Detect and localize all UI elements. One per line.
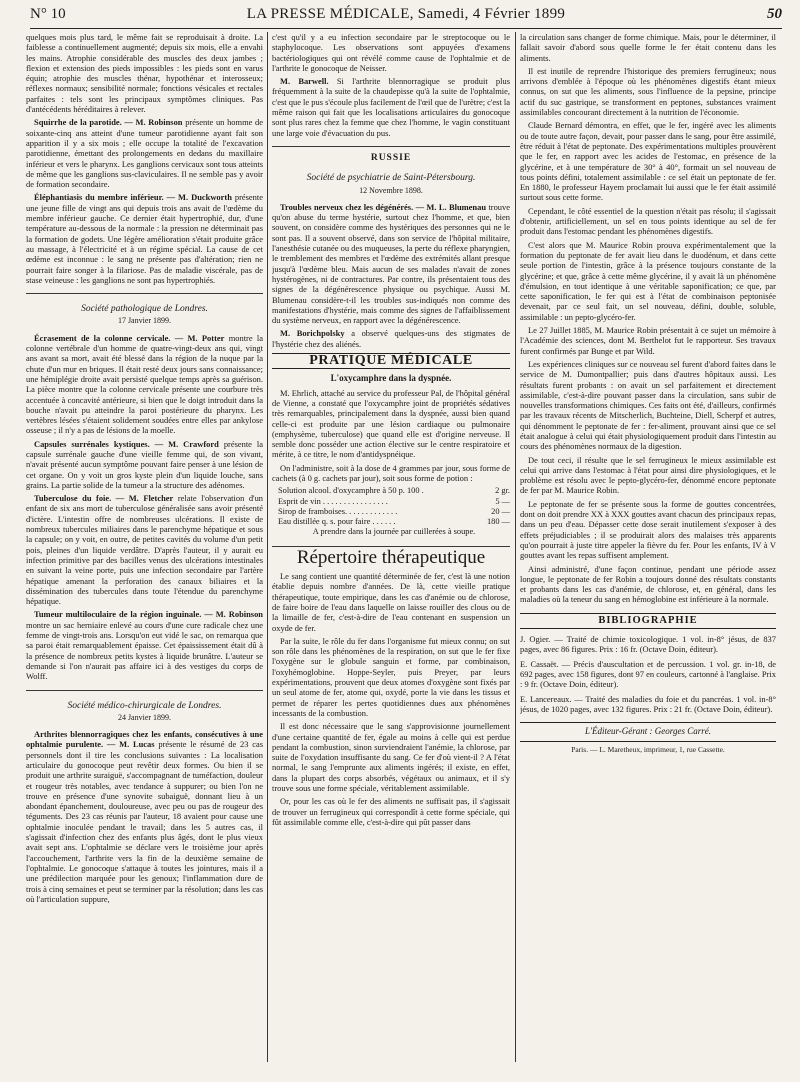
paragraph: M. Ehrlich, attaché au service du professeur Pal, de l'hôpital général de Vienne, a constaté que l'oxycamphre joint de propriétés sédatives très remarquables, principalement dans la dyspnée, aussi bien quand celle-ci est produite par une lésion cardiaque ou pulmonaire (emphysème, tuberculose) que quand elle est d'origine nerveuse. Il semble donc posséder une action élective sur le centre respiratoire et mérite, à ce titre, le nom d'antidyspnéique. bbox=[272, 387, 510, 460]
article-body: montre un sac herniaire enlevé au cours d'une cure radicale chez une femme de vingt-trois ans. Lorsqu'on eut vidé le sac, on remarqua que sa paroi était remarquablement épaisse. Cet épaississement était dû à la présence de nombreux petits kystes à liquide brunâtre. L'auteur se demande si l'on n'aurait pas affaire ici à des vestiges du corps de Wolff. bbox=[26, 619, 263, 682]
article-title: M. Barwell. bbox=[280, 76, 329, 87]
page-number: 50 bbox=[767, 6, 782, 22]
issue-number: N° 10 bbox=[30, 6, 66, 22]
article-title: Écrasement de la colonne cervicale. — M. Potter bbox=[34, 332, 225, 343]
paragraph: Par la suite, le rôle du fer dans l'organisme fut mieux connu; on sut son rôle dans les phénomènes de la respiration, on sut que le fer fixe l'oxygène sur le globule sanguin et forme, par combinaison, l'oxyhémoglobine. Hoppe-Seyler, puis Preyer, par leurs expérimentations, prouvent que deux atomes d'oxygène sont fixés par un seul atome de fer, atome qui, oxydé, porte la vie dans les tissus et permet de réparer les pertes quotidiennes dues aux phénomènes incessants de la combustion. bbox=[272, 635, 510, 718]
article-title: M. Borichpolsky bbox=[280, 328, 345, 339]
article-title: Éléphantiasis du membre inférieur. — M. Duckworth bbox=[34, 192, 232, 203]
article bbox=[272, 202, 510, 326]
prescription-line: Sirop de framboises. . . . . . . . . . . . . 20 — bbox=[278, 506, 510, 516]
paragraph: Claude Bernard démontra, en effet, que le fer, ingéré avec les aliments ou de toute autre façon, devait, pour passer dans le sang, pour être assimilé, être réduit à l'état de peptonate. Des expérimentations multiples prouvèrent que le fer, en rapport avec les acides de l'estomac, en présence de la glycérine, et à une température de 30° à 40°, formait un sel nouveau de tous points défini, totalement assimilable : ce sel était un peptonate de fer. En 1880, le professeur Hayem proclamait lui aussi que le fer était assimilé surtout sous cette forme. bbox=[520, 120, 776, 203]
country-heading: RUSSIE bbox=[370, 152, 412, 163]
divider bbox=[26, 293, 263, 294]
article-title: Tumeur multiloculaire de la région inguinale. — M. Robinson bbox=[34, 609, 263, 620]
paragraph: la circulation sans changer de forme chimique. Mais, pour le déterminer, il fallait savoir d'abord sous quelle forme le fer était contenu dans les aliments. bbox=[520, 32, 776, 63]
column-2 bbox=[272, 32, 510, 1077]
printer-line: Paris. — L. Maretheux, imprimeur, 1, rue Cassette. bbox=[520, 741, 776, 755]
society-date: 24 Janvier 1899. bbox=[117, 712, 172, 722]
society-heading: Société de psychiatrie de Saint-Pétersbourg. bbox=[306, 173, 476, 184]
header-rule bbox=[30, 28, 782, 29]
society-date: 17 Janvier 1899. bbox=[117, 316, 172, 326]
paragraph: Les expériences cliniques sur ce nouveau sel furent d'abord faites dans le service de M. Dumontpallier; puis dans d'autres hôpitaux aussi. Les résultats furent probants : on avait un sel parfaitement et directement assimilable, c'est-à-dire pouvant passer dans la circulation, sans subir de nouvelles transformations chimiques. Ces faits ont été, d'ailleurs, confirmés par les travaux récents de Mitscherlich, Buchteine, Diell, Scherpf et autres, qui dénomment le peptonate de fer : fer-aliment, prouvant ainsi que ce sel était analogue à celui qui était physiologiquement produit dans l'intestin au cours des phénomènes normaux de la digestion. bbox=[520, 358, 776, 452]
paragraph: Le sang contient une quantité déterminée de fer, c'est là une notion établie depuis nombre d'années. De là, cette vieille pratique thérapeutique, toute empirique, dans les cas d'anémie ou de chlorose, de faire boire de l'eau dans laquelle on laisse rouiller des clous ou de la limaille de fer, c'est-à-dire de l'eau contenant en suspension un oxyde de fer. bbox=[272, 571, 510, 633]
divider bbox=[272, 146, 510, 147]
prescription-note: A prendre dans la journée par cuillerées à soupe. bbox=[312, 527, 476, 537]
paragraph: c'est qu'il y a eu infection secondaire par le streptocoque ou le staphylocoque. Les observations sont appuyées d'examens bactériologiques qui ont révélé comme cause de l'ophtalmie et de l'arthrite le gonocoque de Neisser. bbox=[272, 32, 510, 73]
article-body: a observé quelques-uns des stigmates de l'hystérie chez des aliénés. bbox=[272, 328, 510, 349]
article bbox=[26, 729, 263, 904]
column-divider bbox=[515, 32, 516, 1062]
article bbox=[26, 192, 263, 285]
bibliography-entry: E. Cassaët. — Précis d'auscultation et de percussion. 1 vol. gr. in-18, de 692 pages, avec 158 figures, dont 97 en couleurs, cartonné à l'anglaise. Prix : 9 fr. (Octave Doin, éditeur). bbox=[520, 658, 776, 690]
article-title: Tuberculose du foie. — M. Fletcher bbox=[34, 493, 174, 504]
article-title: L'oxycamphre dans la dyspnée. bbox=[330, 373, 452, 384]
article bbox=[26, 333, 263, 436]
paragraph: On l'administre, soit à la dose de 4 grammes par jour, sous forme de cachets (à 0 g. cachets par jour), soit sous forme de potion : bbox=[272, 462, 510, 483]
bibliography-entry: J. Ogier. — Traité de chimie toxicologique. 1 vol. in-8° jésus, de 837 pages, avec 86 figures. Prix : 16 fr. (Octave Doin, éditeur). bbox=[520, 634, 776, 655]
paragraph: Il est inutile de reprendre l'historique des premiers ferrugineux; nous arrivons d'emblée à l'époque où les phénomènes digestifs étant mieux connus, on sut que les aliments, sous l'influence de la pepsine, principe actif du suc gastrique, se transforment en peptones, substances vraiment assimilables concourant directement à la nutrition de l'économie. bbox=[520, 65, 776, 118]
article-body: montre la colonne vertébrale d'un homme de quatre-vingt-deux ans qui, vingt ans avant sa mort, avait été blessé dans la région de la nuque par la chute d'un mur en briques. Il était resté deux jours sans connaissance; une hémiplégie droite avait persisté quelque temps après sa guérison. La pièce montre que la colonne cervicale présente une courbure très accentuée à concavité antérieure, si bien que le doigt introduit dans la bouche n'avait pu atteindre la paroi postérieure du pharynx. Les vertèbres lésées s'étaient solidement soudées entre elles par ankylose osseuse ; il n'y a pas de lésions de la moelle. bbox=[26, 332, 263, 436]
article-title: Arthrites blennorragiques chez les enfants, consécutives à une ophtalmie purulente. — M. Lucas bbox=[26, 729, 263, 750]
masthead bbox=[30, 6, 782, 30]
paragraph: Ainsi administré, d'une façon continue, pendant une période assez longue, le peptonate de fer Robin a toujours donné des résultats constants et probants dans les cas d'anémie, de chlorose, et, en général, dans les maladies où la teneur du sang en hémoglobine est inférieure à la normale. bbox=[520, 563, 776, 605]
column-3 bbox=[520, 32, 776, 1077]
paragraph: Le 27 Juillet 1885, M. Maurice Robin présentait à ce sujet un mémoire à l'Académie des sciences, dont M. Berthelot fut le rapporteur. Ses travaux furent confirmés par Bunge et par Wild. bbox=[520, 325, 776, 356]
column-1 bbox=[26, 32, 263, 1077]
prescription bbox=[278, 486, 510, 537]
article-body: présente un homme de soixante-cinq ans atteint d'une tumeur parotidienne ayant fait son apparition il y a six mois ; elle occupe la totalité de l'excavation parotidienne, émettant des prolongements en dedans du maxillaire inférieur et vers le pharynx. Les ganglions cervicaux sont tous atteints de même que les ganglions sus-claviculaires. Il ne semble pas y avoir de formation secondaire. bbox=[26, 117, 263, 190]
society-heading: Société médico-chirurgicale de Londres. bbox=[67, 700, 222, 711]
paragraph: Le peptonate de fer se présente sous la forme de gouttes concentrées, dont on doit prendre XX à XXX gouttes avant chacun des principaux repas, dans un peu d'eau. Dépasser cette dose serait inutilement s'exposer à des effets préjudiciables ; il se produirait alors des malaises très apparents qu'on pourrait à juste titre appeler la fièvre du fer. Pour les enfants, IV à V gouttes avant les repas suffisent amplement. bbox=[520, 498, 776, 561]
article bbox=[26, 609, 263, 681]
society-heading: Société pathologique de Londres. bbox=[81, 304, 208, 315]
bibliography-heading: BIBLIOGRAPHIE bbox=[520, 613, 776, 629]
prescription-line: Esprit de vin . . . . . . . . . . . . . . . . 5 — bbox=[278, 496, 510, 506]
paragraph: De tout ceci, il résulte que le sel ferrugineux le mieux assimilable est celui qui arrive dans l'estomac à l'état pour ainsi dire physiologiques, et le problème est résolu avec le pepto-glycéro-fer, dénommé encore peptonate de fer par M. Maurice Robin. bbox=[520, 454, 776, 496]
paragraph: Or, pour les cas où le fer des aliments ne suffisait pas, il s'agissait de trouver un ferrugineux qui correspondît à cette forme spéciale, qui fût assimilable comme elle, c'est-à-dire qui pût passer dans bbox=[272, 796, 510, 827]
journal-title: LA PRESSE MÉDICALE, Samedi, 4 Février 1899 bbox=[246, 6, 566, 22]
divider bbox=[26, 690, 263, 691]
section-title: Répertoire thérapeutique bbox=[296, 546, 486, 568]
paragraph: Cependant, le côté essentiel de la question n'était pas résolu; il s'agissait d'obtenir, artificiellement, un sel en tous points identique au sel de fer produit dans l'estomac pendant les phénomènes digestifs. bbox=[520, 205, 776, 237]
prescription-line: Eau distillée q. s. pour faire . . . . . . 180 — bbox=[278, 517, 510, 527]
article bbox=[26, 439, 263, 490]
paragraph: quelques mois plus tard, le même fait se reproduisait à droite. La faiblesse a continuellement augmenté; depuis six mois, elle a envahi les mains. Atrophie considérable des muscles des deux jambes ; flexion et extension des pieds impossibles : les pieds sont en varus équin; atrophie des muscles thénar, hypothénar et interosseux; réflexes normaux; sensibilité normale; fonctions vésicales et rectales parfaites : tels sont les principaux symptômes cliniques. Pas d'antécédents héréditaires à relever. bbox=[26, 32, 263, 115]
article bbox=[26, 493, 263, 606]
article-title: Troubles nerveux chez les dégénérés. — M. L. Blumenau bbox=[280, 201, 487, 212]
paragraph: C'est alors que M. Maurice Robin prouva expérimentalement que la formation du peptonate de fer avait lieu dans le duodénum, et dans cette seule portion de l'intestin, grâce à la présence toujours constante de la glycérine; et que, grâce à cette même glycérine, il y avait là un phénomène d'émulsion, en tout identique à une véritable saponification; ce que, par cette saponification, le fer qui est à l'état de combinaison peptonisée devenait, par ce seul fait, un sel nouveau, défini, double, soluble, assimilable : un pepto-glycéro-fer. bbox=[520, 239, 776, 322]
section-heading: PRATIQUE MÉDICALE bbox=[272, 353, 510, 369]
bibliography bbox=[520, 634, 776, 714]
article-body: présente le résumé de 23 cas personnels dont il tire les conclusions suivantes : La localisation articulaire du gonocoque peut revêtir deux formes. Ou bien il se produit une arthrite suraiguë, s'accompagnant de tuméfaction, douleur et rougeur très notables, avec tendance à suppurer; ou bien l'on ne trouve en présence d'une synovite subaiguë, donnant lieu à un abondant épanchement, douloureuse, avec peu ou pas de rougeur des téguments. Des 23 cas réunis par l'auteur, 18 avaient pour cause une ophtalmie inoculée pendant le travail; dans les 5 autres cas, il s'agissait d'infection chez des enfants plus âgés, dont le plus vieux avait sept ans. L'ophtalmie se déclare vers le troisième jour après l'accouchement, l'arthrite vers la fin de la deuxième semaine de l'ophtalmie. Le gonocoque s'attaque à toutes les jointures, mais il a une prédilection marquée pour les genoux; l'inflammation dure de trois à cinq semaines et peut se terminer par la résolution; dans les cas où l'articulation suppure, bbox=[26, 739, 263, 904]
article-body: trouve qu'on abuse du terme hystérie, surtout chez l'homme, et que, bien souvent, on considère comme des hystériques des personnes qui ne le sont pas. Il a souvent observé, dans son service de l'hôpital militaire, l'anesthésie cutanée ou des muqueuses, la perte du réflexe pharyngien, le tremblement des membres et l'œdème des extrémités allant presque jusqu'à l'œdème bleu. Mais aucun de ses malades n'avait de zones hystérogènes, ni de contractures. Par contre, ils présentaient tous des signes de la dégénérescence physique ou psychique. Aussi M. Blumenau considère-t-il les troubles sus-indiqués non comme des manifestations d'hystérie, mais comme des signes de l'affaiblissement du système nerveux, en rapport avec la dégénérescence. bbox=[272, 201, 510, 326]
article-body: relate l'observation d'un enfant de six ans mort de tuberculose généralisée sans avoir présenté d'ictère. L'intestin offre de nombreuses ulcérations. Il existe de nombreux tubercules miliaires dans le parenchyme hépatique et sous la capsule; on y voit, en outre, de petites cavités du volume d'un petit pois, pleines d'un liquide verdâtre. D'après l'auteur, il y aurait eu infection primitive par des bacilles venus des ulcérations intestinales en suivant la veine porte, puis une infection secondaire par l'artère hépatique amenant la perforation des canaux biliaires et la dissémination des tubercules dans toute l'étendue du parenchyme hépatique. bbox=[26, 493, 263, 607]
article-body: présente la capsule surrénale gauche d'une vieille femme qui, de son vivant, n'avait présenté aucun symptôme pouvant faire penser à une lésion de cet organe. On y voit un gros kyste plein d'un liquide louche, sans grains. La partie solide de la tumeur a la structure des adénomes. bbox=[26, 438, 263, 490]
article-body: Si l'arthrite blennorragique se produit plus fréquemment à la suite de la chaudepisse qu'à la suite de l'ophtalmie, c'est que le pus s'écoule plus facilement de l'œil que de l'urètre; c'est la même raison qui fait que les localisations articulaires du gonocoque sont plus rares chez la femme que chez l'homme, le vagin constituant une large voie d'évacuation du pus. bbox=[272, 76, 510, 138]
paragraph: Il est donc nécessaire que le sang s'approvisionne journellement d'une certaine quantité de fer, égale au moins à celle qui est perdue pendant la combustion, sinon surviendraient l'anémie, la chlorose, par suite de l'oxydation insuffisante du sang. Ce fer d'où vient-il ? A l'état normal, le sang l'emprunte aux aliments ingérés; il existe, en effet, dans la plupart des corps absorbés, végétaux ou animaux, et il s'y trouve sous une forme spéciale, véritablement assimilable. bbox=[272, 721, 510, 793]
society-date: 12 Novembre 1898. bbox=[359, 185, 423, 195]
article bbox=[272, 328, 510, 349]
editor-line: L'Éditeur-Gérant : Georges Carré. bbox=[520, 722, 776, 736]
prescription-line: Solution alcool. d'oxycamphre à 50 p. 100 . 2 gr. bbox=[278, 486, 510, 496]
article-body: présente une jeune fille de vingt ans qui depuis trois ans avait de l'œdème du membre inférieur gauche. Ce dernier était hypertrophié, dur, d'une température au-dessous de la normale : la pression ne déterminait pas la formation de godets. Une légère amélioration s'était produite grâce au massage, à l'électricité et à un régime spécial. La cause de cet œdème est inconnue : le sang ne présente pas d'altération; rien ne pourrait faire songer à la filariose. Pas de maladie viscérale, pas de stase veineuse : les ganglions ne sont pas hypertrophiés. bbox=[26, 192, 263, 285]
column-divider bbox=[267, 32, 268, 1062]
article bbox=[26, 117, 263, 189]
article-title: Capsules surrénales kystiques. — M. Crawford bbox=[34, 438, 219, 449]
bibliography-entry: E. Lancereaux. — Traité des maladies du foie et du pancréas. 1 vol. in-8° jésus, de 1020 pages, avec 132 figures. Prix : 21 fr. (Octave Doin, éditeur). bbox=[520, 693, 776, 714]
article-title: Squirrhe de la parotide. — M. Robinson bbox=[34, 117, 183, 128]
article bbox=[272, 76, 510, 138]
